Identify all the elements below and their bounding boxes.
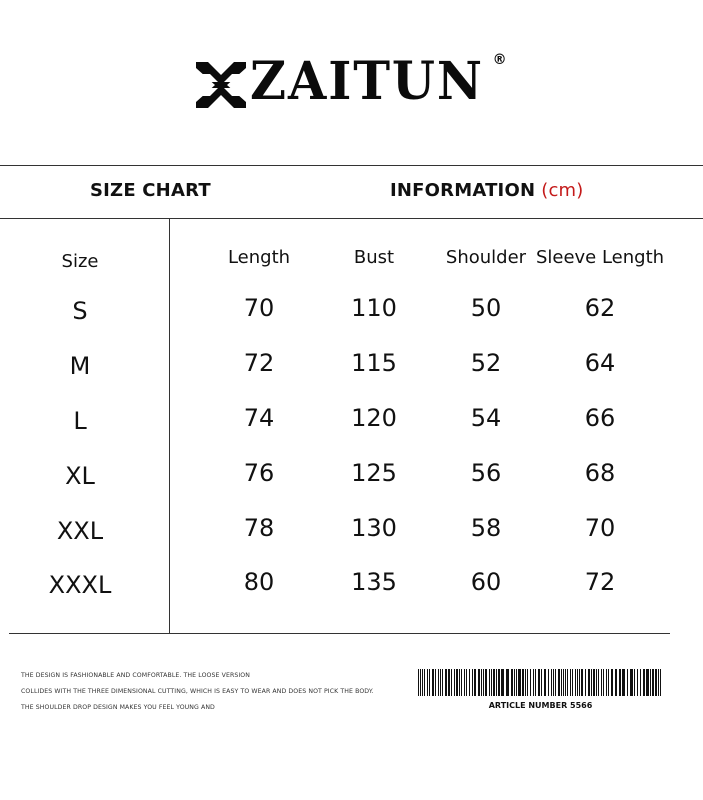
unit-label: (cm) — [541, 180, 584, 201]
barcode-icon — [418, 669, 663, 696]
sleeve-length-value: 66 — [584, 404, 616, 432]
registered-mark: ® — [492, 52, 507, 68]
table-header-band — [0, 166, 703, 218]
brand-name: ZAITUN — [250, 51, 485, 112]
shoulder-value: 50 — [470, 294, 502, 322]
column-header-length: Length — [227, 247, 291, 268]
bust-value: 110 — [351, 294, 397, 322]
length-value: 72 — [243, 349, 275, 377]
sleeve-length-value: 62 — [584, 294, 616, 322]
size-column-header: Size — [61, 251, 99, 272]
size-label: L — [73, 407, 87, 435]
sleeve-length-value: 72 — [584, 568, 616, 596]
sleeve-length-value: 70 — [584, 514, 616, 542]
shoulder-value: 54 — [470, 404, 502, 432]
bottom-rule — [9, 633, 670, 634]
size-column-divider — [169, 218, 170, 633]
shoulder-value: 52 — [470, 349, 502, 377]
bust-value: 120 — [351, 404, 397, 432]
length-value: 70 — [243, 294, 275, 322]
brand-header — [0, 50, 703, 120]
description-line-3: THE SHOULDER DROP DESIGN MAKES YOU FEEL YOUNG AND — [21, 704, 215, 711]
size-label: XXL — [56, 517, 104, 545]
length-value: 74 — [243, 404, 275, 432]
bust-value: 130 — [351, 514, 397, 542]
sleeve-length-value: 68 — [584, 459, 616, 487]
sleeve-length-value: 64 — [584, 349, 616, 377]
information-label: INFORMATION — [390, 180, 536, 201]
size-label: S — [72, 297, 88, 325]
bust-value: 135 — [351, 568, 397, 596]
shoulder-value: 60 — [470, 568, 502, 596]
column-header-bust: Bust — [353, 247, 395, 268]
bust-value: 125 — [351, 459, 397, 487]
size-label: M — [69, 352, 91, 380]
brand-lockup — [196, 50, 506, 110]
bust-value: 115 — [351, 349, 397, 377]
woven-diamond-logo-icon — [196, 60, 246, 110]
column-header-sleeve-length: Sleeve Length — [535, 247, 665, 268]
length-value: 76 — [243, 459, 275, 487]
size-chart-heading: SIZE CHART — [90, 180, 211, 201]
shoulder-value: 58 — [470, 514, 502, 542]
size-label: XL — [65, 462, 95, 490]
information-heading — [390, 180, 584, 201]
header-rule — [0, 218, 703, 219]
length-value: 78 — [243, 514, 275, 542]
size-label: XXXL — [48, 571, 112, 599]
column-header-shoulder: Shoulder — [445, 247, 527, 268]
shoulder-value: 56 — [470, 459, 502, 487]
article-number: ARTICLE NUMBER 5566 — [488, 701, 593, 710]
description-line-2: COLLIDES WITH THE THREE DIMENSIONAL CUTTING, WHICH IS EASY TO WEAR AND DOES NOT PICK THE BODY. — [21, 688, 374, 695]
description-line-1: THE DESIGN IS FASHIONABLE AND COMFORTABLE. THE LOOSE VERSION — [21, 672, 251, 679]
length-value: 80 — [243, 568, 275, 596]
